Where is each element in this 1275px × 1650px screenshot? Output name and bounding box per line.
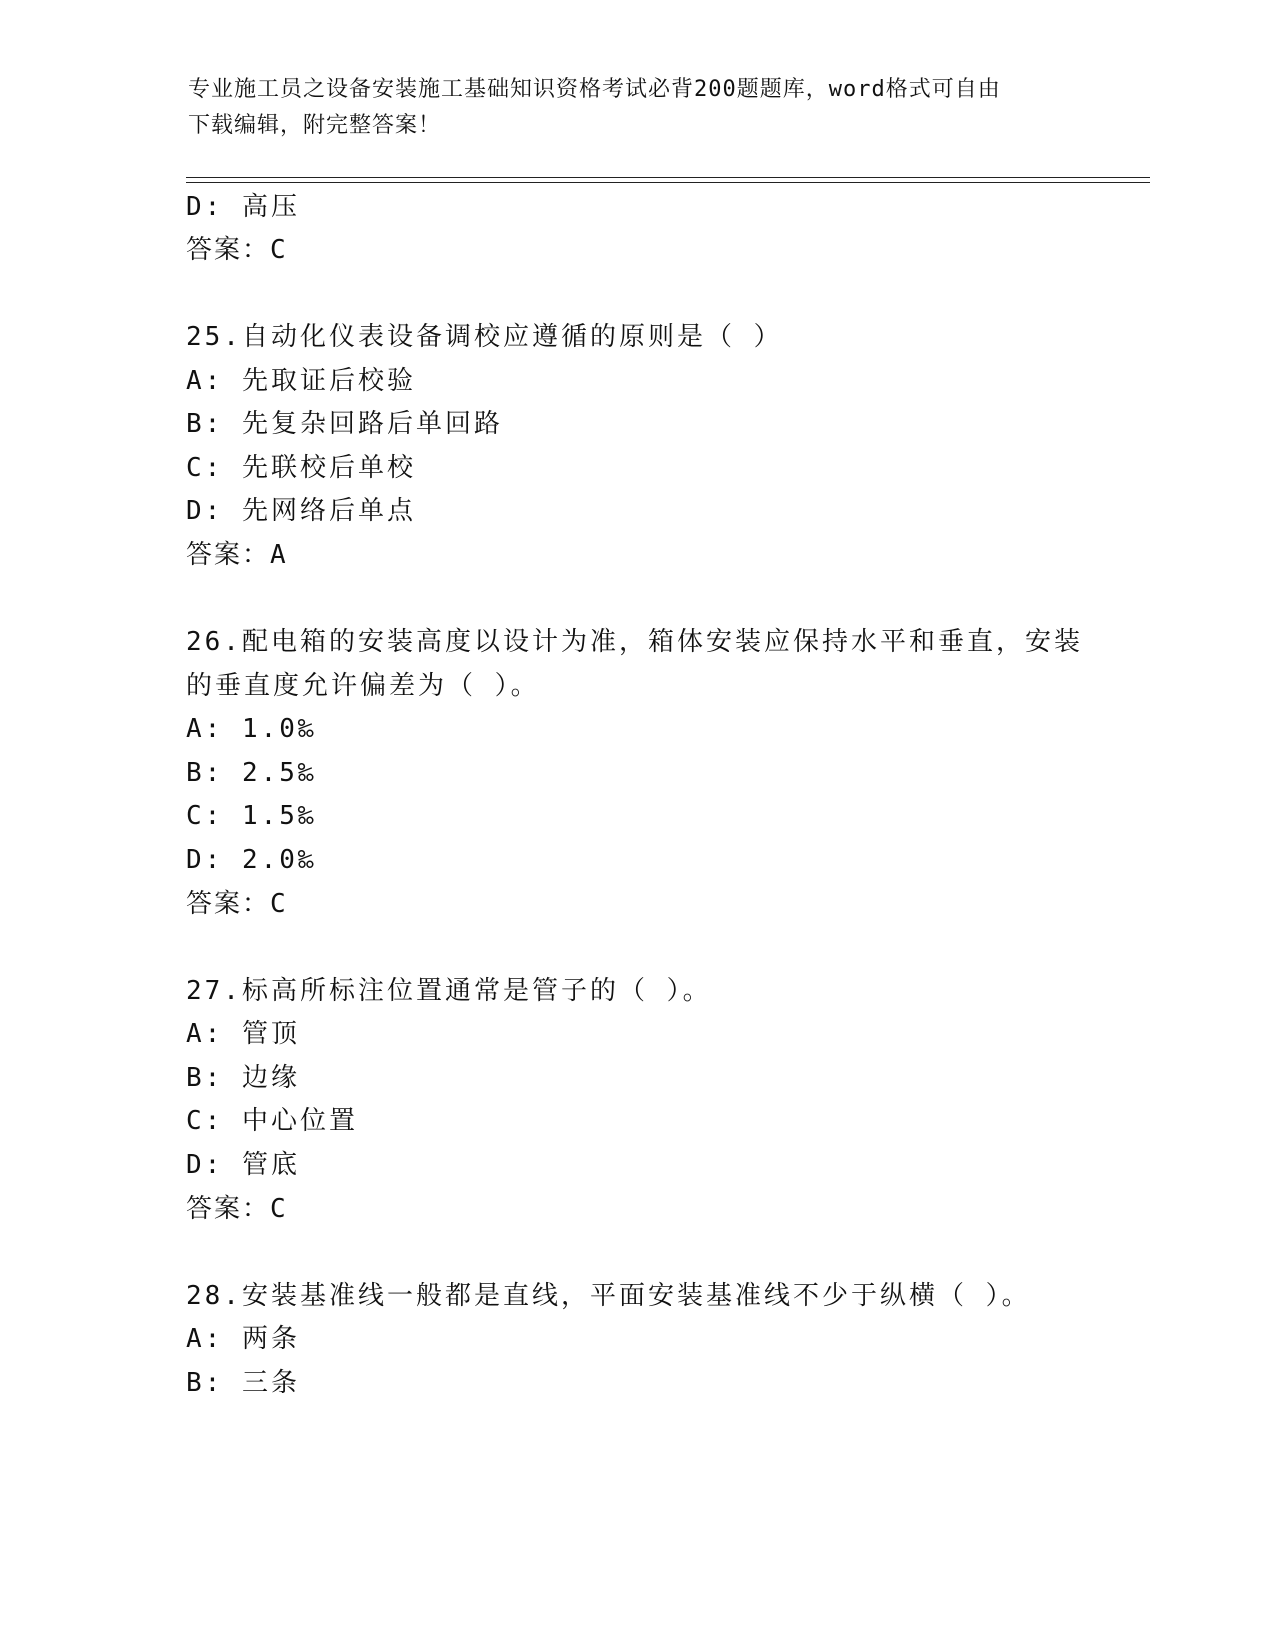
q28-stem: 28.安装基准线一般都是直线，平面安装基准线不少于纵横（ ）。	[186, 1281, 1031, 1311]
q27-option-b: B: 边缘	[186, 1063, 300, 1093]
q28-option-a: A: 两条	[186, 1324, 300, 1354]
q25-option-d: D: 先网络后单点	[186, 496, 416, 526]
q25-stem: 25.自动化仪表设备调校应遵循的原则是（ ）	[186, 322, 783, 352]
q27-option-d: D: 管底	[186, 1150, 300, 1180]
q27-stem: 27.标高所标注位置通常是管子的（ ）。	[186, 976, 712, 1006]
q24-answer: 答案：C	[186, 235, 288, 265]
q26-stem-line-1: 26.配电箱的安装高度以设计为准，箱体安装应保持水平和垂直，安装	[186, 627, 1083, 657]
q27-option-c: C: 中心位置	[186, 1106, 358, 1136]
q26-option-c: C: 1.5‰	[186, 801, 317, 831]
q25-answer: 答案：A	[186, 540, 288, 570]
document-header	[188, 72, 1088, 144]
q25-option-a: A: 先取证后校验	[186, 366, 416, 396]
q26-option-b: B: 2.5‰	[186, 758, 317, 788]
header-divider-top	[186, 177, 1150, 178]
header-line-2: 下载编辑，附完整答案！	[188, 113, 442, 138]
q26-option-a: A: 1.0‰	[186, 714, 317, 744]
q27-answer: 答案：C	[186, 1194, 288, 1224]
q25-option-b: B: 先复杂回路后单回路	[186, 409, 503, 439]
header-divider-bottom	[186, 182, 1150, 183]
header-line-1: 专业施工员之设备安装施工基础知识资格考试必背200题题库，word格式可自由	[188, 77, 1001, 102]
q24-option-d: D: 高压	[186, 192, 300, 222]
q27-option-a: A: 管顶	[186, 1019, 300, 1049]
q28-option-b: B: 三条	[186, 1368, 300, 1398]
q25-option-c: C: 先联校后单校	[186, 453, 416, 483]
q26-answer: 答案：C	[186, 889, 288, 919]
q26-option-d: D: 2.0‰	[186, 845, 317, 875]
q26-stem-line-2: 的垂直度允许偏差为（ ）。	[186, 671, 540, 701]
